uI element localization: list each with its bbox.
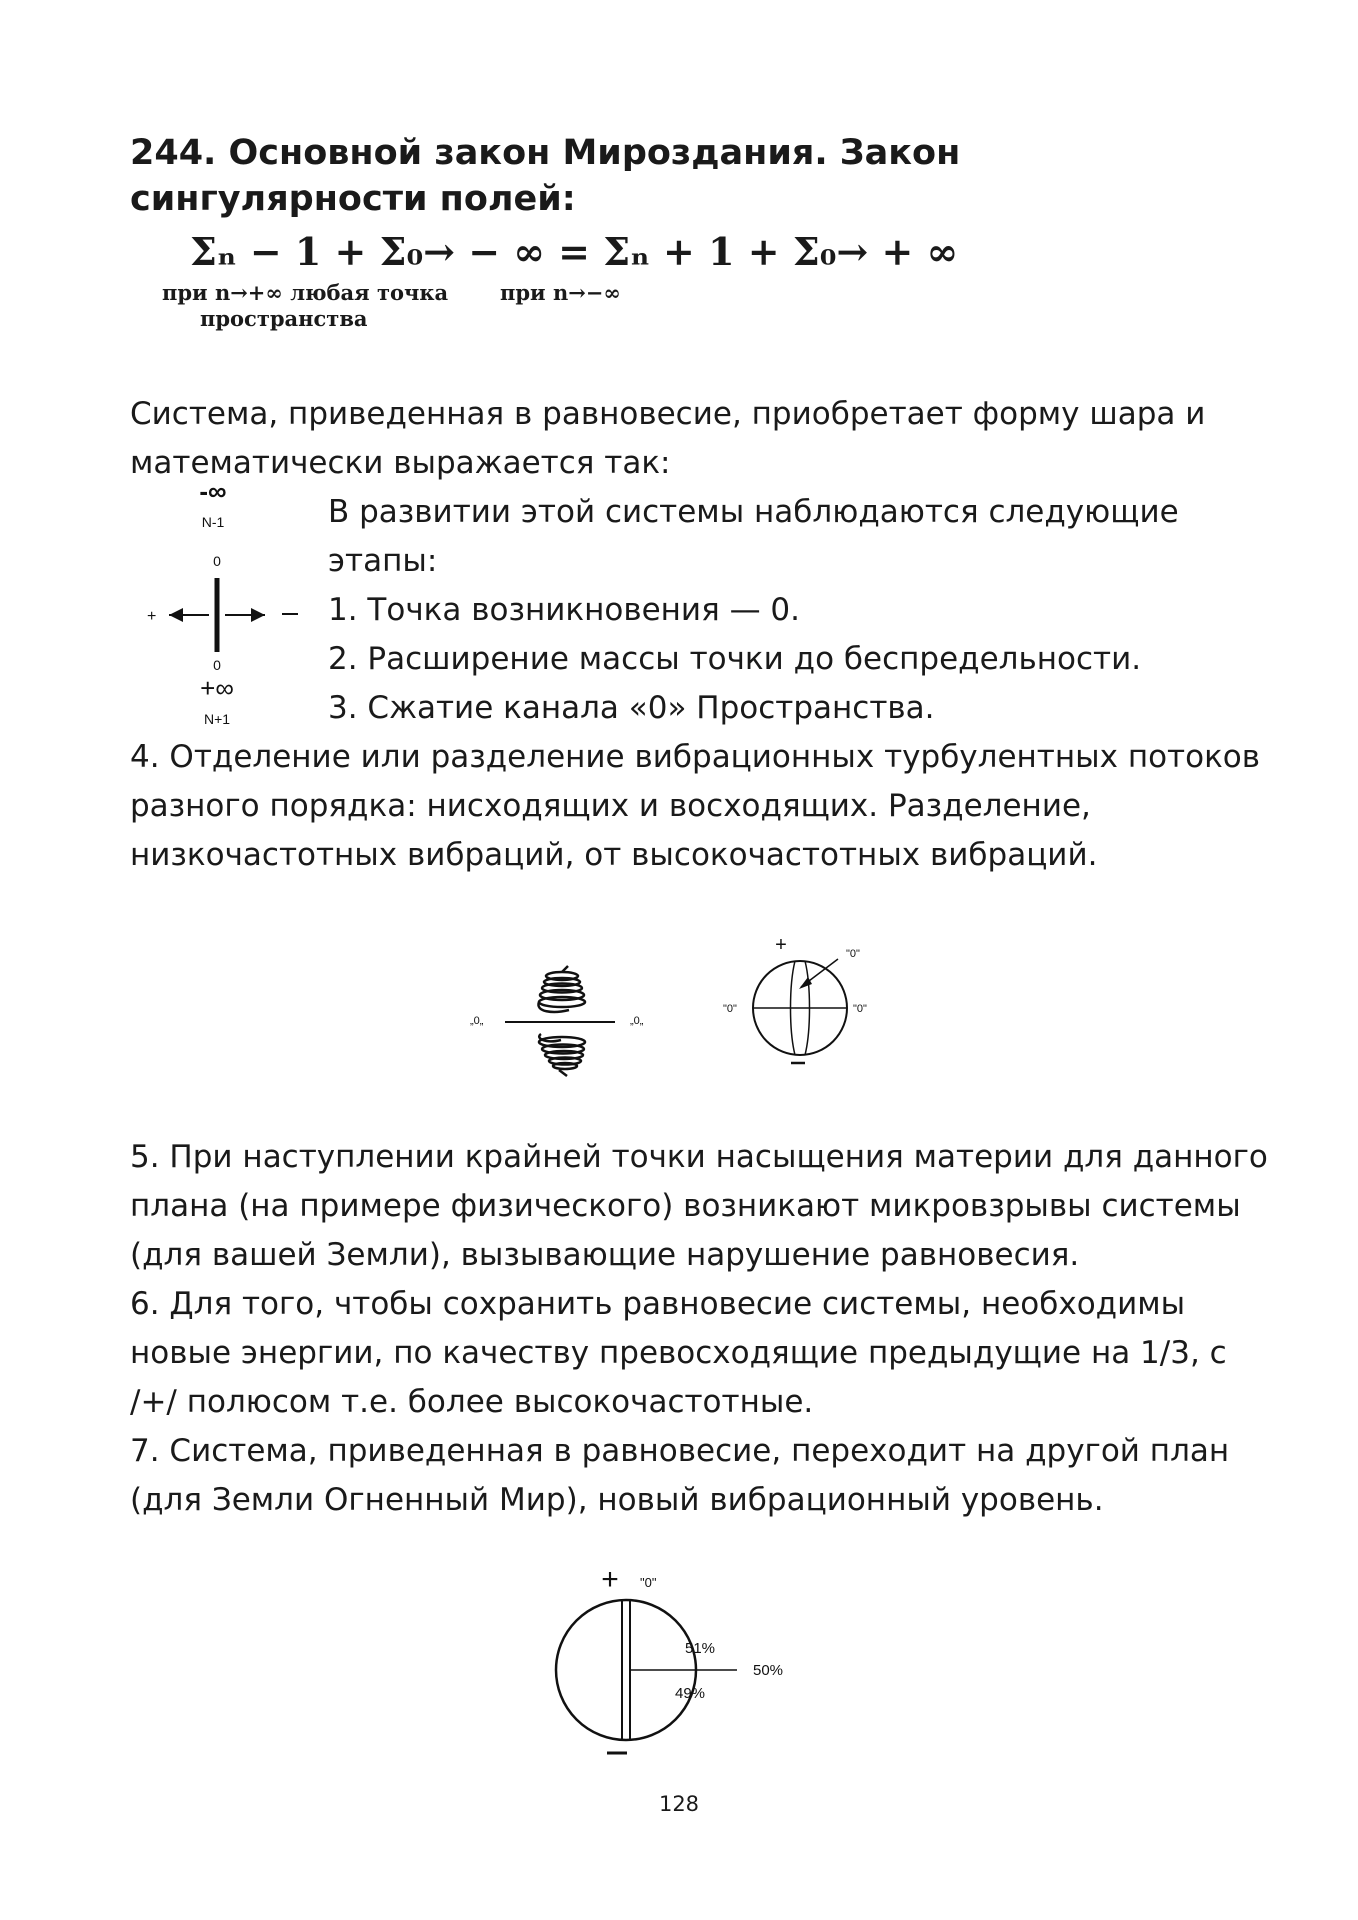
- left-sign: +: [147, 608, 157, 625]
- paragraph-7: 7. Система, приведенная в равновесие, переходит на другой план (для Земли Огненный Мир), новый вибрационный уровень.: [130, 1433, 1230, 1518]
- stages-intro: В развитии этой системы наблюдаются следующие этапы:: [328, 494, 1179, 579]
- stages-block: [328, 488, 1288, 733]
- singularity-formula: [162, 228, 959, 348]
- sphere-top-sign: +: [775, 935, 787, 956]
- formula-note-right: при n→−∞: [500, 280, 621, 305]
- stage-item: 3. Сжатие канала «0» Пространства.: [328, 690, 935, 726]
- spiral-left-label: „0„: [470, 1015, 484, 1027]
- top-n-label: N-1: [201, 514, 225, 530]
- formula-note-left: при n→+∞ любая точка: [162, 280, 449, 305]
- section-heading: 244. Основной закон Мироздания. Закон сингулярности полей:: [130, 133, 961, 219]
- formula-note-left-2: пространства: [200, 306, 368, 331]
- lower-zero-label: 0: [213, 657, 221, 673]
- bottom-infinity-label: +∞: [200, 673, 234, 703]
- sphere-right-label: "0": [853, 1003, 867, 1015]
- balance-diagram: [545, 1565, 825, 1765]
- middle-percent-label: 50%: [752, 1662, 784, 1679]
- formula-expression: Σₙ − 1 + Σ₀→ − ∞ = Σₙ + 1 + Σ₀→ + ∞: [190, 229, 959, 274]
- paragraph-6: 6. Для того, чтобы сохранить равновесие системы, необходимы новые энергии, по качеству превосходящие предыдущие на 1/3, с /+/ полюсом т.е. более высокочастотные.: [130, 1286, 1227, 1420]
- left-arrow-icon: [169, 608, 183, 622]
- sphere-top-right-label: "0": [846, 948, 860, 960]
- paragraph-5: 5. При наступлении крайней точки насыщения материи для данного плана (на примере физического) возникают микровзрывы системы (для вашей Земли), вызывающие нарушение равновесия.: [130, 1139, 1268, 1273]
- balance-top-sign: +: [601, 1565, 619, 1596]
- bottom-n-label: N+1: [203, 711, 231, 727]
- balance-top-label: "0": [640, 1575, 657, 1590]
- paragraphs-block: [130, 1133, 1270, 1525]
- axis-diagram: [135, 482, 315, 732]
- paragraph-4: 4. Отделение или разделение вибрационных турбулентных потоков разного порядка: нисходящих и восходящих. Разделение, низкочастотных вибраций, от высокочастотных вибраций.: [130, 739, 1261, 873]
- right-arrow-icon: [251, 608, 265, 622]
- upper-zero-label: 0: [213, 553, 221, 569]
- lower-percent-label: 49%: [674, 1685, 706, 1702]
- spiral-diagram: [465, 960, 655, 1080]
- spiral-right-label: „0„: [630, 1015, 644, 1027]
- lower-spiral-icon: [539, 1034, 585, 1076]
- upper-spiral-icon: [538, 966, 585, 1012]
- upper-percent-label: 51%: [684, 1640, 716, 1657]
- intro-paragraph: Система, приведенная в равновесие, приобретает форму шара и математически выражается так:: [130, 396, 1206, 481]
- sphere-left-label: "0": [723, 1003, 737, 1015]
- stage-item: 2. Расширение массы точки до беспредельности.: [328, 641, 1142, 677]
- pointer-arrow-icon: [799, 977, 812, 989]
- top-infinity-label: -∞: [199, 482, 227, 506]
- sphere-diagram: [715, 935, 895, 1075]
- page-number: 128: [658, 1792, 700, 1816]
- stage-item: 1. Точка возникновения — 0.: [328, 592, 801, 628]
